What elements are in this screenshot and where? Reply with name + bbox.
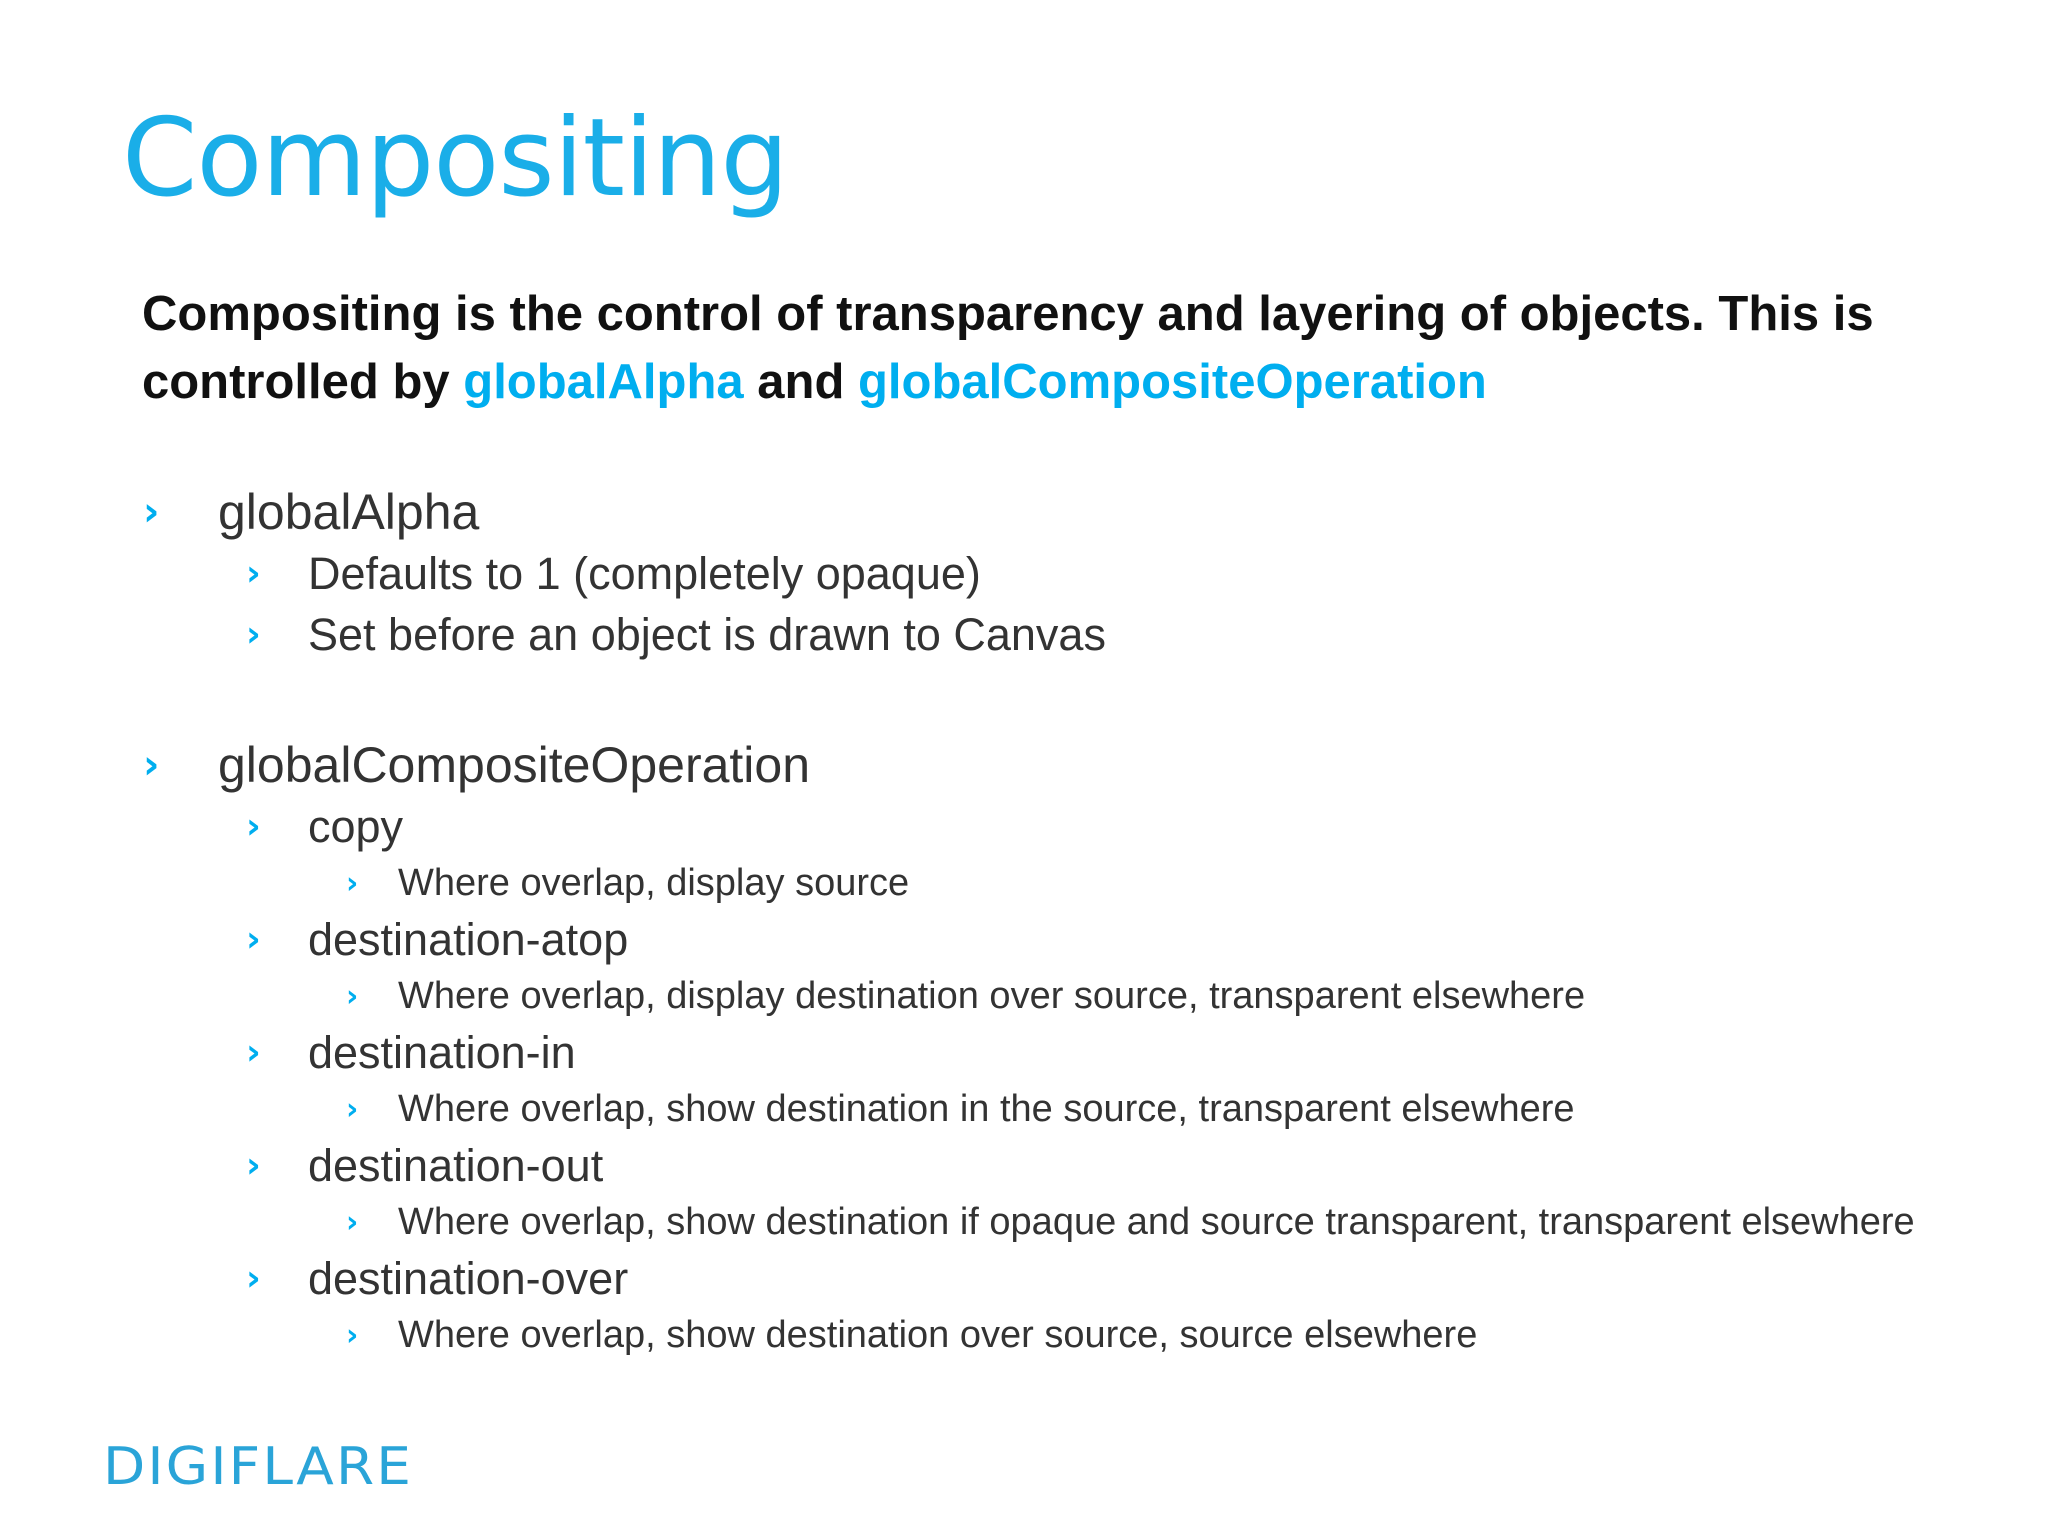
sub-bullet-label: destination-out <box>308 1140 604 1191</box>
chevron-right-icon: › <box>246 1032 261 1073</box>
chevron-right-icon: › <box>346 866 359 901</box>
chevron-right-icon: › <box>143 489 160 535</box>
sub-bullet-label: copy <box>308 801 404 852</box>
detail-destination-out <box>346 1201 1915 1244</box>
sub-bullet-label: Defaults to 1 (completely opaque) <box>308 548 981 599</box>
chevron-right-icon: › <box>143 742 160 788</box>
digiflare-logo-mark <box>103 1440 423 1492</box>
chevron-right-icon: › <box>346 1318 359 1353</box>
chevron-right-icon: › <box>346 1092 359 1127</box>
detail-text: Where overlap, display destination over source, transparent elsewhere <box>398 975 1586 1017</box>
chevron-right-icon: › <box>346 979 359 1014</box>
detail-text: Where overlap, show destination in the source, transparent elsewhere <box>398 1088 1575 1130</box>
digiflare-logo <box>103 1440 423 1497</box>
slide-title: Compositing <box>122 96 788 221</box>
chevron-right-icon: › <box>246 806 261 847</box>
sub-bullet-label: destination-in <box>308 1027 576 1078</box>
intro-keyword-globalcompositeoperation: globalCompositeOperation <box>858 355 1487 409</box>
sub-bullet-label: destination-over <box>308 1253 629 1304</box>
bullet-globalalpha <box>143 483 480 541</box>
chevron-right-icon: › <box>246 614 261 655</box>
sub-bullet-copy <box>246 801 404 853</box>
sub-bullet-destination-out <box>246 1140 604 1192</box>
intro-paragraph <box>142 280 1972 416</box>
chevron-right-icon: › <box>246 1258 261 1299</box>
detail-text: Where overlap, show destination if opaque and source transparent, transparent elsewhere <box>398 1201 1915 1243</box>
detail-copy <box>346 862 910 905</box>
chevron-right-icon: › <box>246 919 261 960</box>
logo-wordmark: DIGIFLARE <box>103 1440 413 1492</box>
detail-text: Where overlap, display source <box>398 862 910 904</box>
sub-bullet-label: Set before an object is drawn to Canvas <box>308 609 1106 660</box>
sub-bullet-label: destination-atop <box>308 914 629 965</box>
sub-bullet-destination-in <box>246 1027 576 1079</box>
sub-bullet-destination-atop <box>246 914 629 966</box>
intro-keyword-globalalpha: globalAlpha <box>463 355 744 409</box>
intro-text-1: Compositing is the control of transparency and layering of objects. This is controlled by <box>142 287 1874 409</box>
chevron-right-icon: › <box>246 553 261 594</box>
sub-bullet-set-before <box>246 609 1106 661</box>
chevron-right-icon: › <box>346 1205 359 1240</box>
detail-destination-atop <box>346 975 1586 1018</box>
detail-destination-in <box>346 1088 1575 1131</box>
sub-bullet-destination-over <box>246 1253 629 1305</box>
chevron-right-icon: › <box>246 1145 261 1186</box>
bullet-label: globalAlpha <box>218 484 480 540</box>
intro-text-2: and <box>743 355 858 409</box>
detail-text: Where overlap, show destination over source, source elsewhere <box>398 1314 1478 1356</box>
bullet-globalcompositeoperation <box>143 736 811 794</box>
bullet-label: globalCompositeOperation <box>218 737 811 793</box>
sub-bullet-defaults <box>246 548 981 600</box>
detail-destination-over <box>346 1314 1478 1357</box>
